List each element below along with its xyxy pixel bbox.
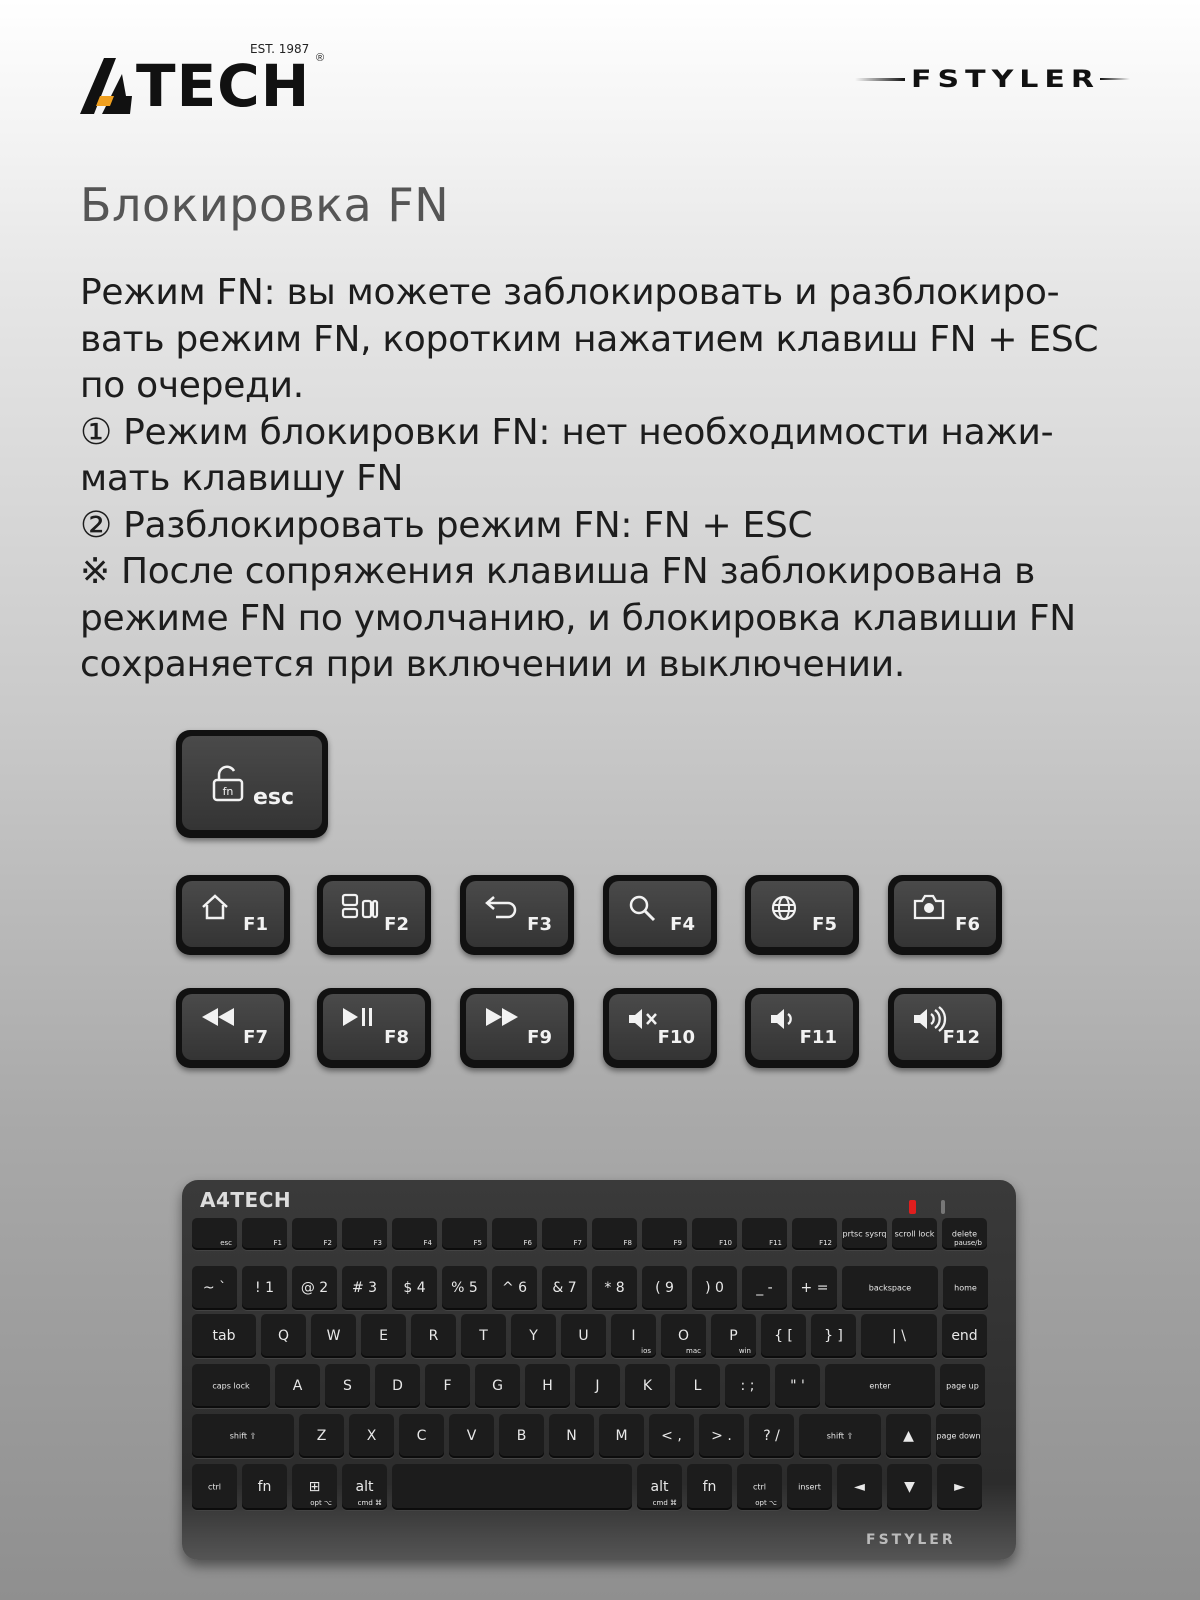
key-label: O: [677, 1328, 690, 1344]
keyboard-key: [775, 1364, 820, 1408]
keyboard-key: [261, 1314, 306, 1358]
keyboard-key: [886, 1414, 931, 1458]
key-sublabel: F6: [523, 1239, 532, 1247]
key-label: ~ `: [202, 1280, 227, 1296]
key-label: L: [693, 1378, 702, 1394]
keyboard-key: [642, 1218, 687, 1250]
key-label: $ 4: [403, 1280, 426, 1296]
description-text: [80, 270, 1140, 689]
key-label: alt: [650, 1479, 669, 1495]
keyboard-key: [492, 1218, 537, 1250]
keyboard-key: [542, 1266, 587, 1310]
keyboard-key: [611, 1314, 656, 1358]
key-label: T: [479, 1328, 488, 1344]
key-label: ◄: [854, 1479, 865, 1495]
key-label: V: [466, 1428, 477, 1444]
keyboard-key: [942, 1218, 987, 1250]
keyboard-key: [642, 1266, 687, 1310]
keycap-label: F10: [657, 1027, 695, 1048]
keyboard-key: [192, 1314, 256, 1358]
key-label: A: [292, 1378, 303, 1394]
keycap-f6: [888, 875, 1002, 955]
keyboard-key: [625, 1364, 670, 1408]
key-label: end: [951, 1328, 978, 1344]
key-label: caps lock: [212, 1381, 250, 1391]
keycap-label: F2: [384, 914, 409, 935]
keyboard-key: [943, 1266, 988, 1310]
fstyler-swoosh: [855, 78, 905, 81]
keyboard-key: [361, 1314, 406, 1358]
rewind-icon: [200, 1006, 238, 1028]
task-view-icon: [341, 893, 379, 921]
home-icon: [200, 893, 230, 921]
key-label: > .: [711, 1428, 732, 1444]
key-sublabel: mac: [686, 1347, 701, 1355]
key-label: X: [366, 1428, 377, 1444]
keycap-face: [323, 881, 425, 947]
keycap-label: F11: [799, 1027, 837, 1048]
search-icon: [627, 893, 659, 923]
keyboard-key: [192, 1218, 237, 1250]
keycap-label: F9: [527, 1027, 552, 1048]
key-label: B: [516, 1428, 527, 1444]
keyboard-key: [792, 1266, 837, 1310]
key-label: fn: [257, 1479, 272, 1495]
brand-wordmark: TECH: [136, 52, 311, 120]
keyboard-key: [940, 1364, 985, 1408]
key-label: ⊞: [308, 1479, 321, 1495]
key-label: insert: [798, 1482, 821, 1492]
keyboard-key: [592, 1218, 637, 1250]
page-title: Блокировка FN: [80, 178, 450, 232]
keyboard-keys: [192, 1218, 1008, 1520]
description-line: по очереди.: [80, 365, 304, 406]
description-line: мать клавишу FN: [80, 458, 404, 499]
keyboard-key: [349, 1414, 394, 1458]
key-label: tab: [212, 1328, 236, 1344]
key-sublabel: F3: [373, 1239, 382, 1247]
keyboard-key: [399, 1414, 444, 1458]
description-line: Режим FN: вы можете заблокировать и разблокиро-: [80, 272, 1060, 313]
keyboard-key: [242, 1218, 287, 1250]
keyboard-key: [342, 1218, 387, 1250]
key-label: ▲: [903, 1428, 914, 1444]
key-label: page down: [936, 1431, 981, 1441]
keyboard-key: [637, 1464, 682, 1510]
keyboard-key: [692, 1266, 737, 1310]
key-label: < ,: [661, 1428, 682, 1444]
keycap-face: [182, 881, 284, 947]
esc-keycap: [176, 730, 328, 838]
keyboard-key: [275, 1364, 320, 1408]
description-line: вать режим FN, коротким нажатием клавиш FN + ESC: [80, 318, 1099, 360]
keycap-label: F1: [243, 914, 268, 935]
key-sublabel: win: [738, 1347, 751, 1355]
keyboard-key: [711, 1314, 756, 1358]
keycap-label: F8: [384, 1027, 409, 1048]
key-label: F: [443, 1378, 452, 1394]
keycap-face: [182, 994, 284, 1060]
keyboard-key: [936, 1414, 981, 1458]
key-label: } ]: [824, 1328, 843, 1344]
key-sublabel: esc: [220, 1239, 232, 1247]
key-label: ^ 6: [501, 1280, 528, 1296]
keycap-label: F7: [243, 1027, 268, 1048]
keyboard-key: [599, 1414, 644, 1458]
keyboard-key: [392, 1464, 632, 1510]
keyboard-key: [649, 1414, 694, 1458]
keyboard-key: [292, 1218, 337, 1250]
keyboard-key: [725, 1364, 770, 1408]
key-label: ( 9: [655, 1280, 674, 1296]
keycap-f7: [176, 988, 290, 1068]
key-label: Z: [316, 1428, 327, 1444]
brand-established: EST. 1987: [250, 42, 310, 56]
description-line: ※ После сопряжения клавиша FN заблокирована в: [80, 551, 1036, 592]
mute-icon: [627, 1006, 661, 1032]
globe-icon: [769, 893, 799, 923]
key-sublabel: F8: [623, 1239, 632, 1247]
keyboard-key: [449, 1414, 494, 1458]
keyboard-key: [342, 1266, 387, 1310]
keycap-f2: [317, 875, 431, 955]
key-sublabel: opt ⌥: [310, 1499, 332, 1507]
volume-down-icon: [769, 1006, 799, 1032]
keycap-f10: [603, 988, 717, 1068]
key-label: ▼: [904, 1479, 915, 1495]
keyboard-key: [842, 1266, 938, 1310]
fn-icon-text: fn: [222, 785, 234, 798]
key-label: D: [392, 1378, 403, 1394]
keyboard-key: [292, 1464, 337, 1510]
keycap-f5: [745, 875, 859, 955]
keycap-label: F5: [812, 914, 837, 935]
keyboard-key: [525, 1364, 570, 1408]
keyboard-key: [742, 1218, 787, 1250]
screenshot-icon: [912, 893, 946, 921]
back-icon: [484, 893, 518, 919]
keyboard-key: [549, 1414, 594, 1458]
keycap-face: [182, 736, 322, 830]
keyboard-key: [742, 1266, 787, 1310]
esc-label: esc: [252, 785, 294, 810]
key-label: | \: [892, 1328, 906, 1344]
led-indicator: [941, 1200, 945, 1214]
keyboard-key: [299, 1414, 344, 1458]
key-label: * 8: [604, 1280, 625, 1296]
keyboard-key: [825, 1364, 935, 1408]
key-label: U: [578, 1328, 589, 1344]
keyboard-key: [242, 1266, 287, 1310]
key-label: C: [416, 1428, 427, 1444]
keyboard-key: [937, 1464, 982, 1510]
key-label: shift ⇧: [229, 1431, 257, 1441]
description-line: ② Разблокировать режим FN: FN + ESC: [80, 504, 813, 546]
keyboard-key: [461, 1314, 506, 1358]
keyboard-key: [192, 1364, 270, 1408]
description-line: режиме FN по умолчанию, и блокировка клавиши FN: [80, 597, 1076, 639]
keyboard-key: [892, 1218, 937, 1250]
fstyler-logo: [855, 62, 1130, 96]
key-sublabel: ios: [641, 1347, 651, 1355]
keyboard-key: [799, 1414, 881, 1458]
keyboard-key: [499, 1414, 544, 1458]
key-sublabel: F7: [573, 1239, 582, 1247]
keyboard-key: [687, 1464, 732, 1510]
fast-forward-icon: [484, 1006, 522, 1028]
keyboard-key: [787, 1464, 832, 1510]
key-label: ! 1: [255, 1280, 274, 1296]
key-sublabel: F2: [323, 1239, 332, 1247]
keycap-f1: [176, 875, 290, 955]
keyboard-key: [242, 1464, 287, 1510]
keyboard-key: [375, 1364, 420, 1408]
key-label: # 3: [351, 1280, 378, 1296]
key-label: scroll lock: [894, 1229, 935, 1239]
key-label: enter: [869, 1381, 891, 1391]
keyboard-key: [342, 1464, 387, 1510]
key-sublabel: F1: [273, 1239, 282, 1247]
key-label: I: [631, 1328, 636, 1344]
keyboard-logo: A4TECH: [200, 1188, 292, 1212]
keyboard-key: [442, 1218, 487, 1250]
keyboard-key: [749, 1414, 794, 1458]
keyboard-key: [475, 1364, 520, 1408]
keyboard-key: [592, 1266, 637, 1310]
key-label: W: [326, 1328, 341, 1344]
keycap-face: [751, 994, 853, 1060]
led-indicator-red: [909, 1200, 916, 1214]
key-label: home: [954, 1283, 977, 1293]
key-label: G: [492, 1378, 503, 1394]
key-sublabel: F10: [719, 1239, 732, 1247]
description-line: ① Режим блокировки FN: нет необходимости нажи-: [80, 411, 1054, 453]
key-label: R: [428, 1328, 439, 1344]
fstyler-swoosh-end: [1100, 78, 1130, 80]
keycap-face: [323, 994, 425, 1060]
keycap-f11: [745, 988, 859, 1068]
key-label: Q: [277, 1328, 290, 1344]
keycap-f8: [317, 988, 431, 1068]
key-sublabel: cmd ⌘: [652, 1499, 677, 1507]
keycap-f3: [460, 875, 574, 955]
keyboard-key: [192, 1464, 237, 1510]
key-label: { [: [774, 1328, 793, 1344]
key-label: page up: [946, 1381, 979, 1391]
key-sublabel: F11: [769, 1239, 782, 1247]
key-label: ctrl: [752, 1482, 767, 1492]
keyboard-key: [792, 1218, 837, 1250]
keycap-face: [751, 881, 853, 947]
keyboard-series-logo: FSTYLER: [866, 1532, 956, 1548]
key-label: prtsc sysrq: [842, 1229, 887, 1239]
brand-registered-mark: ®: [316, 52, 325, 64]
key-label: alt: [355, 1479, 374, 1495]
keyboard-key: [842, 1218, 887, 1250]
keyboard-key: [675, 1364, 720, 1408]
key-label: @ 2: [300, 1280, 329, 1296]
keyboard-key: [411, 1314, 456, 1358]
keyboard-key: [542, 1218, 587, 1250]
keyboard-key: [942, 1314, 987, 1358]
key-label: M: [615, 1428, 628, 1444]
keyboard-key: [811, 1314, 856, 1358]
keyboard-key: [737, 1464, 782, 1510]
keyboard-key: [887, 1464, 932, 1510]
keyboard-key: [837, 1464, 882, 1510]
keycap-face: [466, 994, 568, 1060]
key-sublabel: F5: [473, 1239, 482, 1247]
keyboard-key: [442, 1266, 487, 1310]
keyboard-key: [192, 1266, 237, 1310]
keyboard-key: [575, 1364, 620, 1408]
keyboard-key: [511, 1314, 556, 1358]
key-label: + =: [800, 1280, 829, 1296]
key-label: Y: [529, 1328, 538, 1344]
keycap-f12: [888, 988, 1002, 1068]
key-label: ) 0: [705, 1280, 724, 1296]
keyboard-key: [292, 1266, 337, 1310]
keycap-face: [609, 881, 711, 947]
key-label: J: [595, 1378, 600, 1394]
key-label: : ;: [740, 1378, 755, 1394]
key-sublabel: F12: [819, 1239, 832, 1247]
keyboard-key: [561, 1314, 606, 1358]
key-sublabel: opt ⌥: [755, 1499, 777, 1507]
fn-unlock-icon: [212, 764, 246, 802]
key-label: shift ⇧: [826, 1431, 854, 1441]
keycap-face: [894, 881, 996, 947]
keyboard-key: [392, 1266, 437, 1310]
keycap-face: [609, 994, 711, 1060]
keycap-label: F6: [955, 914, 980, 935]
keyboard-key: [861, 1314, 937, 1358]
key-label: delete: [951, 1229, 978, 1239]
key-label: ►: [954, 1479, 965, 1495]
key-label: E: [379, 1328, 388, 1344]
key-label: H: [542, 1378, 553, 1394]
a4tech-logo: [80, 38, 340, 120]
keyboard-key: [311, 1314, 356, 1358]
a4tech-mark-icon: [80, 56, 140, 116]
keycap-label: F3: [527, 914, 552, 935]
key-label: " ': [790, 1378, 805, 1394]
keyboard-key: [192, 1414, 294, 1458]
keycap-label: F4: [670, 914, 695, 935]
keyboard-key: [761, 1314, 806, 1358]
keyboard-key: [492, 1266, 537, 1310]
key-sublabel: F9: [673, 1239, 682, 1247]
keyboard-key: [661, 1314, 706, 1358]
fstyler-wordmark: FSTYLER: [911, 65, 1100, 93]
key-label: N: [566, 1428, 577, 1444]
key-label: backspace: [868, 1283, 912, 1293]
key-label: & 7: [552, 1280, 577, 1296]
key-label: P: [729, 1328, 738, 1344]
key-label: K: [642, 1378, 653, 1394]
keyboard-key: [692, 1218, 737, 1250]
keyboard-key: [392, 1218, 437, 1250]
key-label: % 5: [451, 1280, 478, 1296]
keyboard-key: [425, 1364, 470, 1408]
key-sublabel: pause/b: [954, 1239, 982, 1247]
key-label: _ -: [756, 1280, 773, 1296]
description-line: сохраняется при включении и выключении.: [80, 644, 905, 685]
keycap-f9: [460, 988, 574, 1068]
keycap-label: F12: [942, 1027, 980, 1048]
keyboard-key: [325, 1364, 370, 1408]
key-label: ctrl: [207, 1482, 222, 1492]
keycap-face: [466, 881, 568, 947]
key-label: S: [343, 1378, 352, 1394]
keyboard-key: [699, 1414, 744, 1458]
key-sublabel: cmd ⌘: [357, 1499, 382, 1507]
play-pause-icon: [341, 1006, 379, 1028]
keycap-face: [894, 994, 996, 1060]
key-label: ? /: [763, 1428, 780, 1444]
key-sublabel: F4: [423, 1239, 432, 1247]
key-label: fn: [702, 1479, 717, 1495]
keycap-f4: [603, 875, 717, 955]
